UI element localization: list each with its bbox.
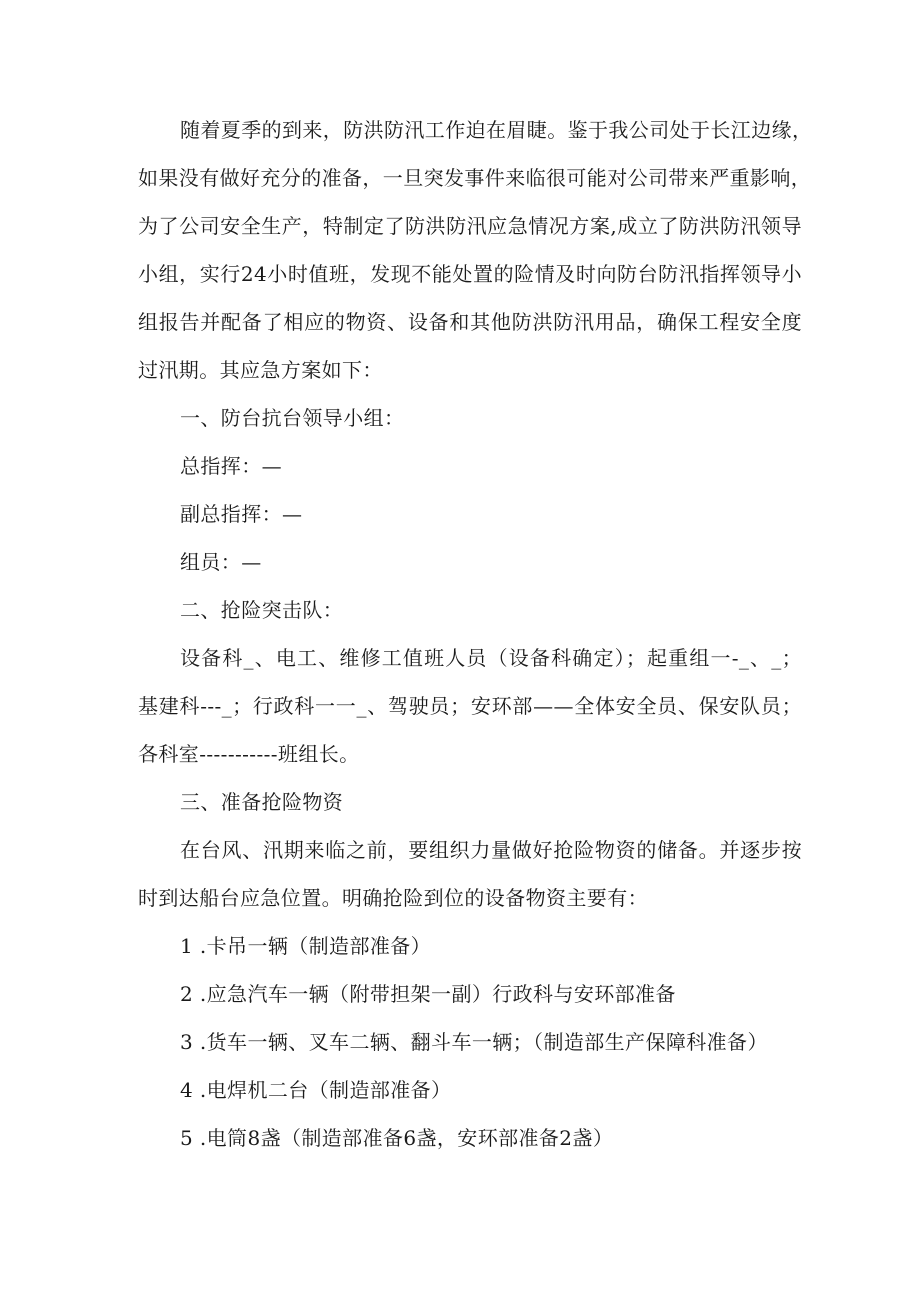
- list-item: 5 .电筒8盏（制造部准备6盏，安环部准备2盏）: [180, 1126, 614, 1150]
- deputy-commander-item: 副总指挥：—: [180, 502, 303, 526]
- intro-line-5: 组报告并配备了相应的物资、设备和其他防洪防汛用品，确保工程安全度: [138, 310, 802, 334]
- section-2-line-2: 基建科---_；行政科一一_、驾驶员；安环部——全体安全员、保安队员；: [138, 694, 802, 718]
- intro-line-1: 随着夏季的到来，防洪防汛工作迫在眉睫。鉴于我公司处于长江边缘，: [180, 118, 813, 142]
- intro-line-2: 如果没有做好充分的准备，一旦突发事件来临很可能对公司带来严重影响，: [138, 166, 812, 190]
- list-item: 1 .卡吊一辆（制造部准备）: [180, 934, 432, 958]
- intro-line-4: 小组，实行24小时值班，发现不能处置的险情及时向防台防汛指挥领导小: [138, 262, 802, 286]
- section-2-line-3: 各科室-----------班组长。: [138, 742, 360, 766]
- intro-line-3: 为了公司安全生产，特制定了防洪防汛应急情况方案,成立了防洪防汛领导: [138, 214, 802, 238]
- members-item: 组员：—: [180, 550, 262, 574]
- commander-item: 总指挥：—: [180, 454, 282, 478]
- list-item: 4 .电焊机二台（制造部准备）: [180, 1078, 452, 1102]
- list-item: 3 .货车一辆、叉车二辆、翻斗车一辆；（制造部生产保障科准备）: [180, 1030, 768, 1054]
- section-3-line-1: 在台风、汛期来临之前，要组织力量做好抢险物资的储备。并逐步按: [180, 838, 802, 862]
- section-2-heading: 二、抢险突击队：: [180, 598, 344, 622]
- list-item: 2 .应急汽车一辆（附带担架一副）行政科与安环部准备: [180, 982, 676, 1006]
- section-3-line-2: 时到达船台应急位置。明确抢险到位的设备物资主要有：: [138, 886, 648, 910]
- section-1-heading: 一、防台抗台领导小组：: [180, 406, 405, 430]
- section-3-heading: 三、准备抢险物资: [180, 790, 344, 814]
- section-2-line-1: 设备科_、电工、维修工值班人员（设备科确定）；起重组一-_、_；: [180, 646, 802, 670]
- intro-line-6: 过汛期。其应急方案如下：: [138, 358, 383, 382]
